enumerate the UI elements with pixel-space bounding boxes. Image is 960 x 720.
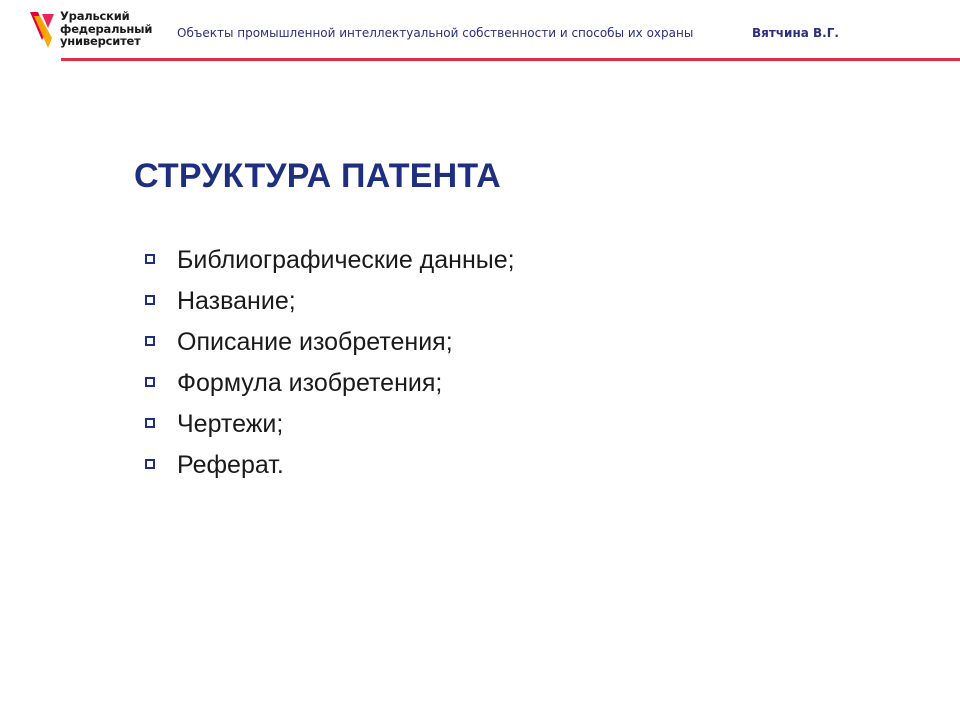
list-item-text: Реферат. <box>177 451 284 479</box>
list-item <box>145 363 515 404</box>
list-item-text: Название; <box>177 287 296 315</box>
list-item <box>145 322 515 363</box>
list-item <box>145 240 515 281</box>
hollow-square-bullet-icon <box>145 254 155 264</box>
list-item <box>145 281 515 322</box>
list-item-text: Чертежи; <box>177 410 284 438</box>
list-item <box>145 404 515 445</box>
list-item <box>145 445 515 486</box>
bullet-list <box>145 240 515 486</box>
list-item-text: Описание изобретения; <box>177 328 453 356</box>
hollow-square-bullet-icon <box>145 336 155 346</box>
university-name: Уральский федеральный университет <box>60 9 153 48</box>
list-item-text: Формула изобретения; <box>177 369 443 397</box>
hollow-square-bullet-icon <box>145 418 155 428</box>
hollow-square-bullet-icon <box>145 377 155 387</box>
urfu-emblem-icon <box>28 10 56 50</box>
slide-header <box>0 0 960 62</box>
author-name: Вятчина В.Г. <box>752 26 839 40</box>
hollow-square-bullet-icon <box>145 295 155 305</box>
header-divider <box>61 58 960 61</box>
university-logo <box>28 10 158 54</box>
course-title: Объекты промышленной интеллектуальной собственности и способы их охраны <box>177 26 694 40</box>
list-item-text: Библиографические данные; <box>177 246 515 274</box>
hollow-square-bullet-icon <box>145 459 155 469</box>
slide-title: СТРУКТУРА ПАТЕНТА <box>134 157 501 195</box>
